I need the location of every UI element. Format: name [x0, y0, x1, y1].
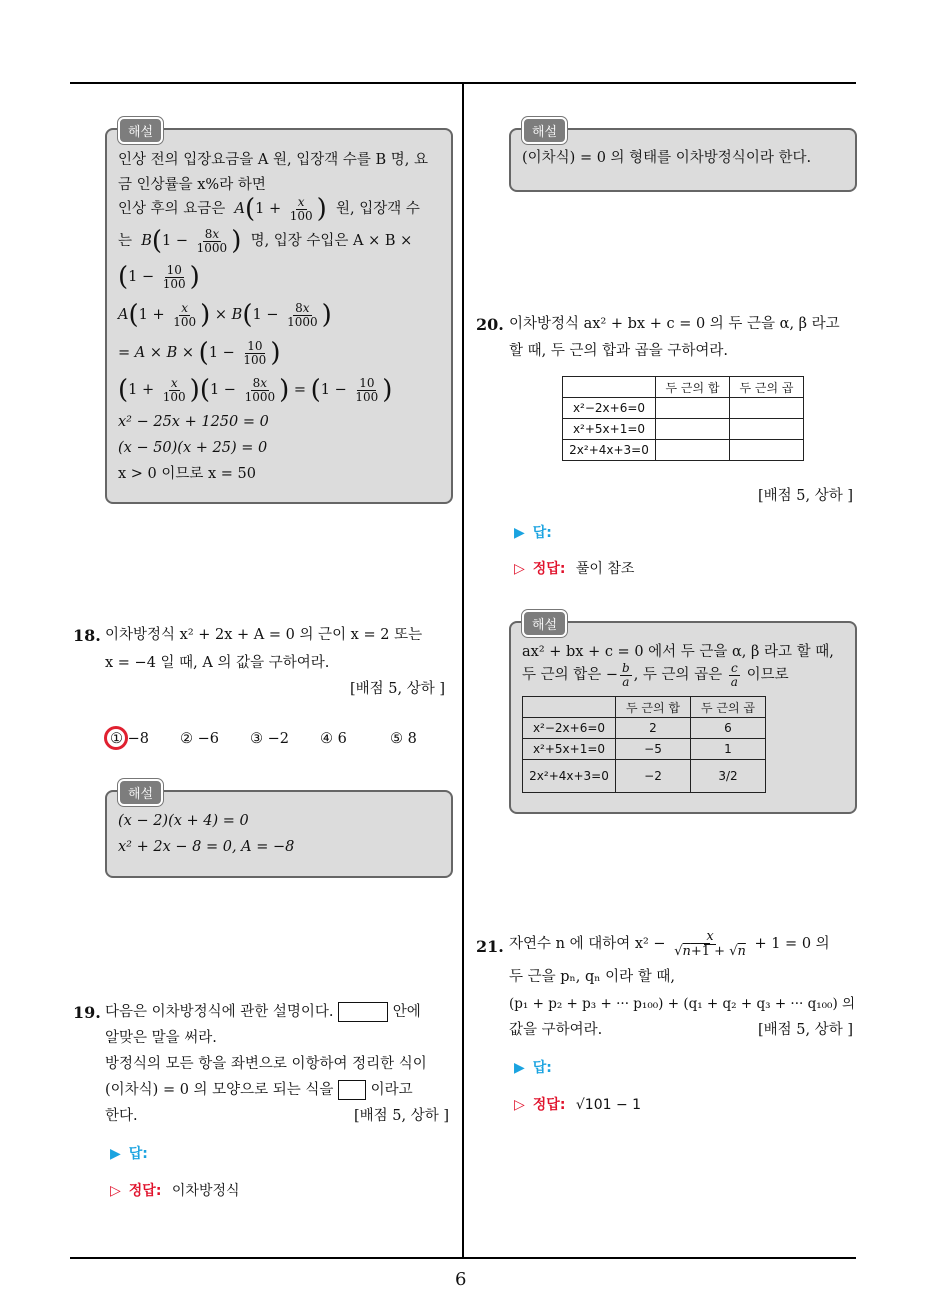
- q20e-header-product: 두 근의 곱: [691, 697, 766, 718]
- q17-explain-tag: 해설: [118, 117, 163, 144]
- q19-line3: 방정식의 모든 항을 좌변으로 이항하여 정리한 식이: [105, 1056, 427, 1072]
- q18-choice-3[interactable]: ③ −2: [250, 731, 289, 747]
- q17-line7: = A × B × (1 − $\frac{10}{100}$ ): [118, 338, 281, 369]
- q21-number: 21.: [476, 937, 504, 956]
- q19-line5: 한다.: [105, 1108, 138, 1124]
- q17-line2: 금 인상률을 x%라 하면: [118, 177, 266, 193]
- q20-row3-sum[interactable]: [656, 440, 730, 461]
- q20-line2: 할 때, 두 근의 합과 곱을 구하여라.: [509, 343, 728, 359]
- q17-line1: 인상 전의 입장요금을 A 원, 입장객 수를 B 명, 요: [118, 152, 428, 168]
- q19-correct: ▷ 정답: 이차방정식: [110, 1183, 240, 1199]
- q19-line1: 다음은 이차방정식에 관한 설명이다. 안에: [105, 1004, 421, 1020]
- q20e-row3-product: 3/2: [691, 760, 766, 793]
- q18-choice-1[interactable]: ① −8: [110, 731, 149, 747]
- q20e-row2-sum: −5: [616, 739, 691, 760]
- q21-line3: (p₁ + p₂ + p₃ + ··· p₁₀₀) + (q₁ + q₂ + q₃ + ··· q₁₀₀) 의: [509, 996, 856, 1012]
- q18-line2: x = −4 일 때, A 의 값을 구하여라.: [105, 655, 330, 671]
- q18-choice-4[interactable]: ④ 6: [320, 731, 347, 747]
- play-triangle-icon: ▶: [110, 1146, 121, 1162]
- q20e-row1-eq: x²−2x+6=0: [523, 718, 616, 739]
- q21-correct: ▷ 정답: √101 − 1: [514, 1097, 642, 1113]
- q20e-row3-sum: −2: [616, 760, 691, 793]
- q20e-row1-sum: 2: [616, 718, 691, 739]
- play-triangle-icon: ▶: [514, 525, 525, 541]
- q18-choice-2[interactable]: ② −6: [180, 731, 219, 747]
- q20-explain-table: [522, 696, 766, 793]
- q19-blank-box: [338, 1002, 388, 1022]
- q20e-row2-product: 1: [691, 739, 766, 760]
- q17-line3: 인상 후의 요금은 A(1 + $\frac{x}{100}$ ) 원, 입장객 수: [118, 194, 420, 225]
- outline-triangle-icon: ▷: [110, 1183, 121, 1199]
- q20-line1: 이차방정식 ax² + bx + c = 0 의 두 근을 α, β 라고: [509, 316, 840, 332]
- q21-answer-label: ▶ 답:: [514, 1060, 552, 1076]
- q18-explain-tag: 해설: [118, 779, 163, 806]
- q17-line4: 는 B(1 − $\frac{8x}{1000}$ ) 명, 입장 수입은 A × B ×: [118, 226, 413, 257]
- q21-line4: 값을 구하여라.: [509, 1022, 603, 1038]
- q20-explain-tag: 해설: [522, 610, 567, 637]
- q20-table: [562, 376, 804, 461]
- play-triangle-icon: ▶: [514, 1060, 525, 1076]
- q17-line6: A(1 + $\frac{x}{100}$ ) × B(1 − $\frac{8x}{1000}$ ): [118, 300, 332, 331]
- q20-explain-line1: ax² + bx + c = 0 에서 두 근을 α, β 라고 할 때,: [522, 644, 834, 660]
- q20-row2-sum[interactable]: [656, 419, 730, 440]
- q20-row1-product[interactable]: [730, 398, 804, 419]
- q20-explain-line2: 두 근의 합은 − $\frac{b}{a}$ , 두 근의 곱은 $\frac{c}{a}$ 이므로: [522, 661, 789, 689]
- q17-line5: (1 − $\frac{10}{100}$ ): [118, 262, 200, 293]
- q18-number: 18.: [73, 626, 101, 645]
- q19-line2: 알맞은 말을 써라.: [105, 1030, 217, 1046]
- page-number: 6: [455, 1269, 467, 1290]
- q19-explain-tag: 해설: [522, 117, 567, 144]
- q20e-row3-eq: 2x²+4x+3=0: [523, 760, 616, 793]
- q17-eq2: (x − 50)(x + 25) = 0: [118, 440, 268, 456]
- q20e-row2-eq: x²+5x+1=0: [523, 739, 616, 760]
- q17-eq1: x² − 25x + 1250 = 0: [118, 414, 269, 430]
- q18-explain-2: x² + 2x − 8 = 0, A = −8: [118, 839, 295, 855]
- q20-row3-eq: 2x²+4x+3=0: [563, 440, 656, 461]
- q17-line8: (1 + $\frac{x}{100}$ )(1 − $\frac{8x}{1000}$ ) = (1 − $\frac{10}{100}$ ): [118, 375, 393, 406]
- q20e-header-empty: [523, 697, 616, 718]
- q20-header-sum: 두 근의 합: [656, 377, 730, 398]
- q20-score: [배점 5, 상하 ]: [758, 488, 854, 504]
- q21-score: [배점 5, 상하 ]: [758, 1022, 854, 1038]
- q21-line2: 두 근을 pₙ, qₙ 이라 할 때,: [509, 969, 676, 985]
- q20-header-empty: [563, 377, 656, 398]
- q18-choice-5[interactable]: ⑤ 8: [390, 731, 417, 747]
- q20-header-product: 두 근의 곱: [730, 377, 804, 398]
- outline-triangle-icon: ▷: [514, 561, 525, 577]
- bottom-rule: [70, 1257, 856, 1259]
- q20-row2-eq: x²+5x+1=0: [563, 419, 656, 440]
- q20-row1-sum[interactable]: [656, 398, 730, 419]
- column-divider: [462, 83, 464, 1258]
- q20-row1-eq: x²−2x+6=0: [563, 398, 656, 419]
- q20-answer-label: ▶ 답:: [514, 525, 552, 541]
- q17-eq3: x > 0 이므로 x = 50: [118, 466, 257, 482]
- q20-number: 20.: [476, 315, 504, 334]
- q20-row2-product[interactable]: [730, 419, 804, 440]
- q20e-row1-product: 6: [691, 718, 766, 739]
- q19-explain-text: (이차식) = 0 의 형태를 이차방정식이라 한다.: [522, 150, 812, 166]
- q19-answer-label: ▶ 답:: [110, 1146, 148, 1162]
- q18-explain-1: (x − 2)(x + 4) = 0: [118, 813, 249, 829]
- q20e-header-sum: 두 근의 합: [616, 697, 691, 718]
- q20-correct: ▷ 정답: 풀이 참조: [514, 561, 635, 577]
- q19-blank-box-small: [338, 1080, 366, 1100]
- q20-row3-product[interactable]: [730, 440, 804, 461]
- q21-line1: 자연수 n 에 대하여 x² − $\frac{x}{√n+1 + √n}$ + 1 = 0 의: [509, 929, 830, 959]
- q18-score: [배점 5, 상하 ]: [350, 681, 446, 697]
- outline-triangle-icon: ▷: [514, 1097, 525, 1113]
- q19-number: 19.: [73, 1003, 101, 1022]
- q19-score: [배점 5, 상하 ]: [354, 1108, 450, 1124]
- q18-line1: 이차방정식 x² + 2x + A = 0 의 근이 x = 2 또는: [105, 627, 423, 643]
- q19-line4: (이차식) = 0 의 모양으로 되는 식을 이라고: [105, 1082, 413, 1098]
